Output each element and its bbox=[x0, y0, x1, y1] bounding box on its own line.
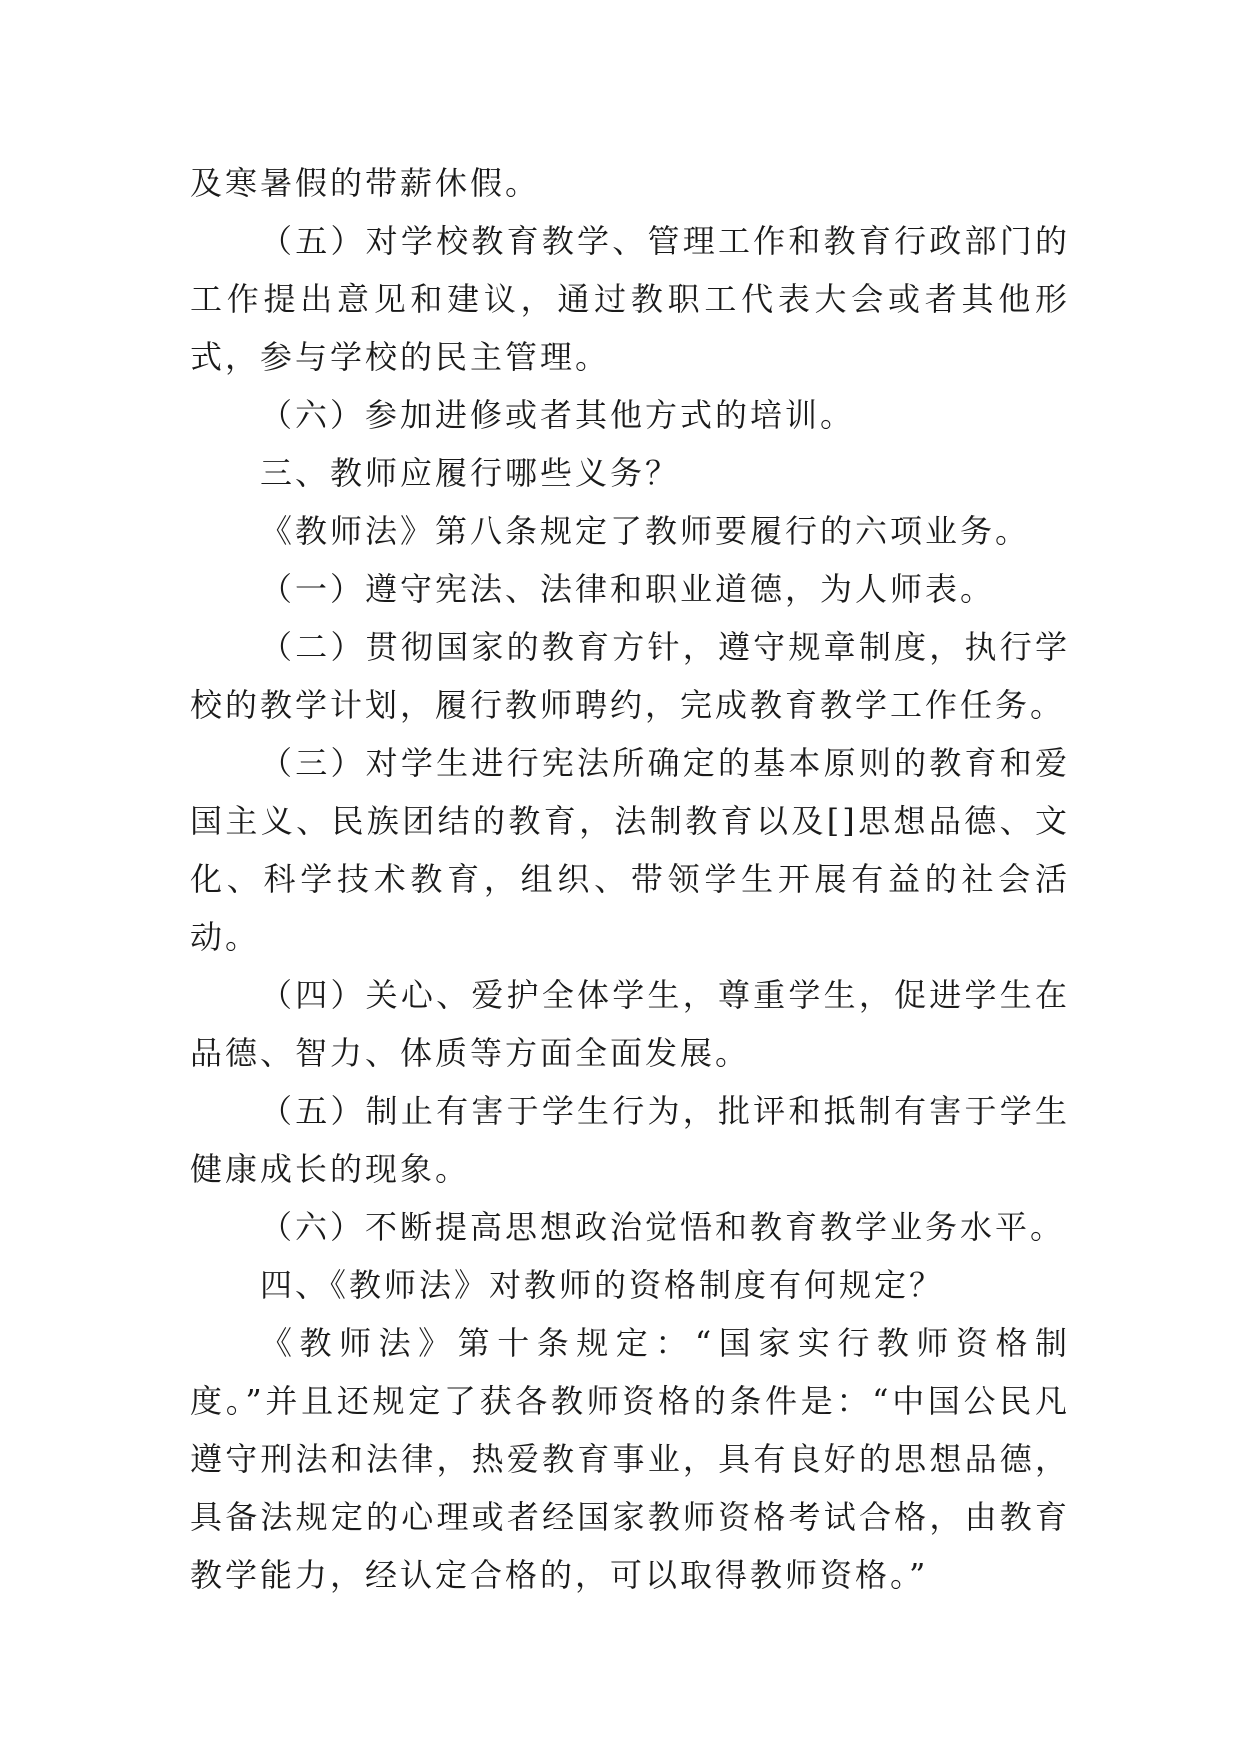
paragraph-duty-6: （六）不断提高思想政治觉悟和教育教学业务水平。 bbox=[260, 1208, 1066, 1246]
paragraph-duty-5: （五）制止有害于学生行为，批评和抵制有害于学生健康成长的现象。 bbox=[190, 1092, 1070, 1188]
section-heading-4: 四、《教师法》对教师的资格制度有何规定？ bbox=[260, 1266, 945, 1304]
paragraph-continuation: 及寒暑假的带薪休假。 bbox=[190, 164, 541, 202]
paragraph-duty-1: （一）遵守宪法、法律和职业道德，为人师表。 bbox=[260, 570, 996, 608]
paragraph-right-5: （五）对学校教育教学、管理工作和教育行政部门的工作提出意见和建议，通过教职工代表大会或者其他形式，参与学校的民主管理。 bbox=[190, 222, 1070, 376]
paragraph-duty-4: （四）关心、爱护全体学生，尊重学生，促进学生在品德、智力、体质等方面全面发展。 bbox=[190, 976, 1070, 1072]
paragraph-duty-2: （二）贯彻国家的教育方针，遵守规章制度，执行学校的教学计划，履行教师聘约，完成教育教学工作任务。 bbox=[190, 628, 1070, 724]
paragraph-article-8: 《教师法》第八条规定了教师要履行的六项业务。 bbox=[260, 512, 1031, 550]
paragraph-right-6: （六）参加进修或者其他方式的培训。 bbox=[260, 396, 856, 434]
paragraph-article-10: 《教师法》第十条规定：“国家实行教师资格制度。”并且还规定了获各教师资格的条件是：“中国公民凡遵守刑法和法律，热爱教育事业，具有良好的思想品德，具备法规定的心理或者经国家教师资格考试合格，由教育教学能力，经认定合格的，可以取得教师资格。” bbox=[190, 1324, 1070, 1594]
paragraph-duty-3: （三）对学生进行宪法所确定的基本原则的教育和爱国主义、民族团结的教育，法制教育以及[]思想品德、文化、科学技术教育，组织、带领学生开展有益的社会活动。 bbox=[190, 744, 1070, 956]
document-body bbox=[190, 154, 1070, 1604]
section-heading-3: 三、教师应履行哪些义务？ bbox=[260, 454, 681, 492]
